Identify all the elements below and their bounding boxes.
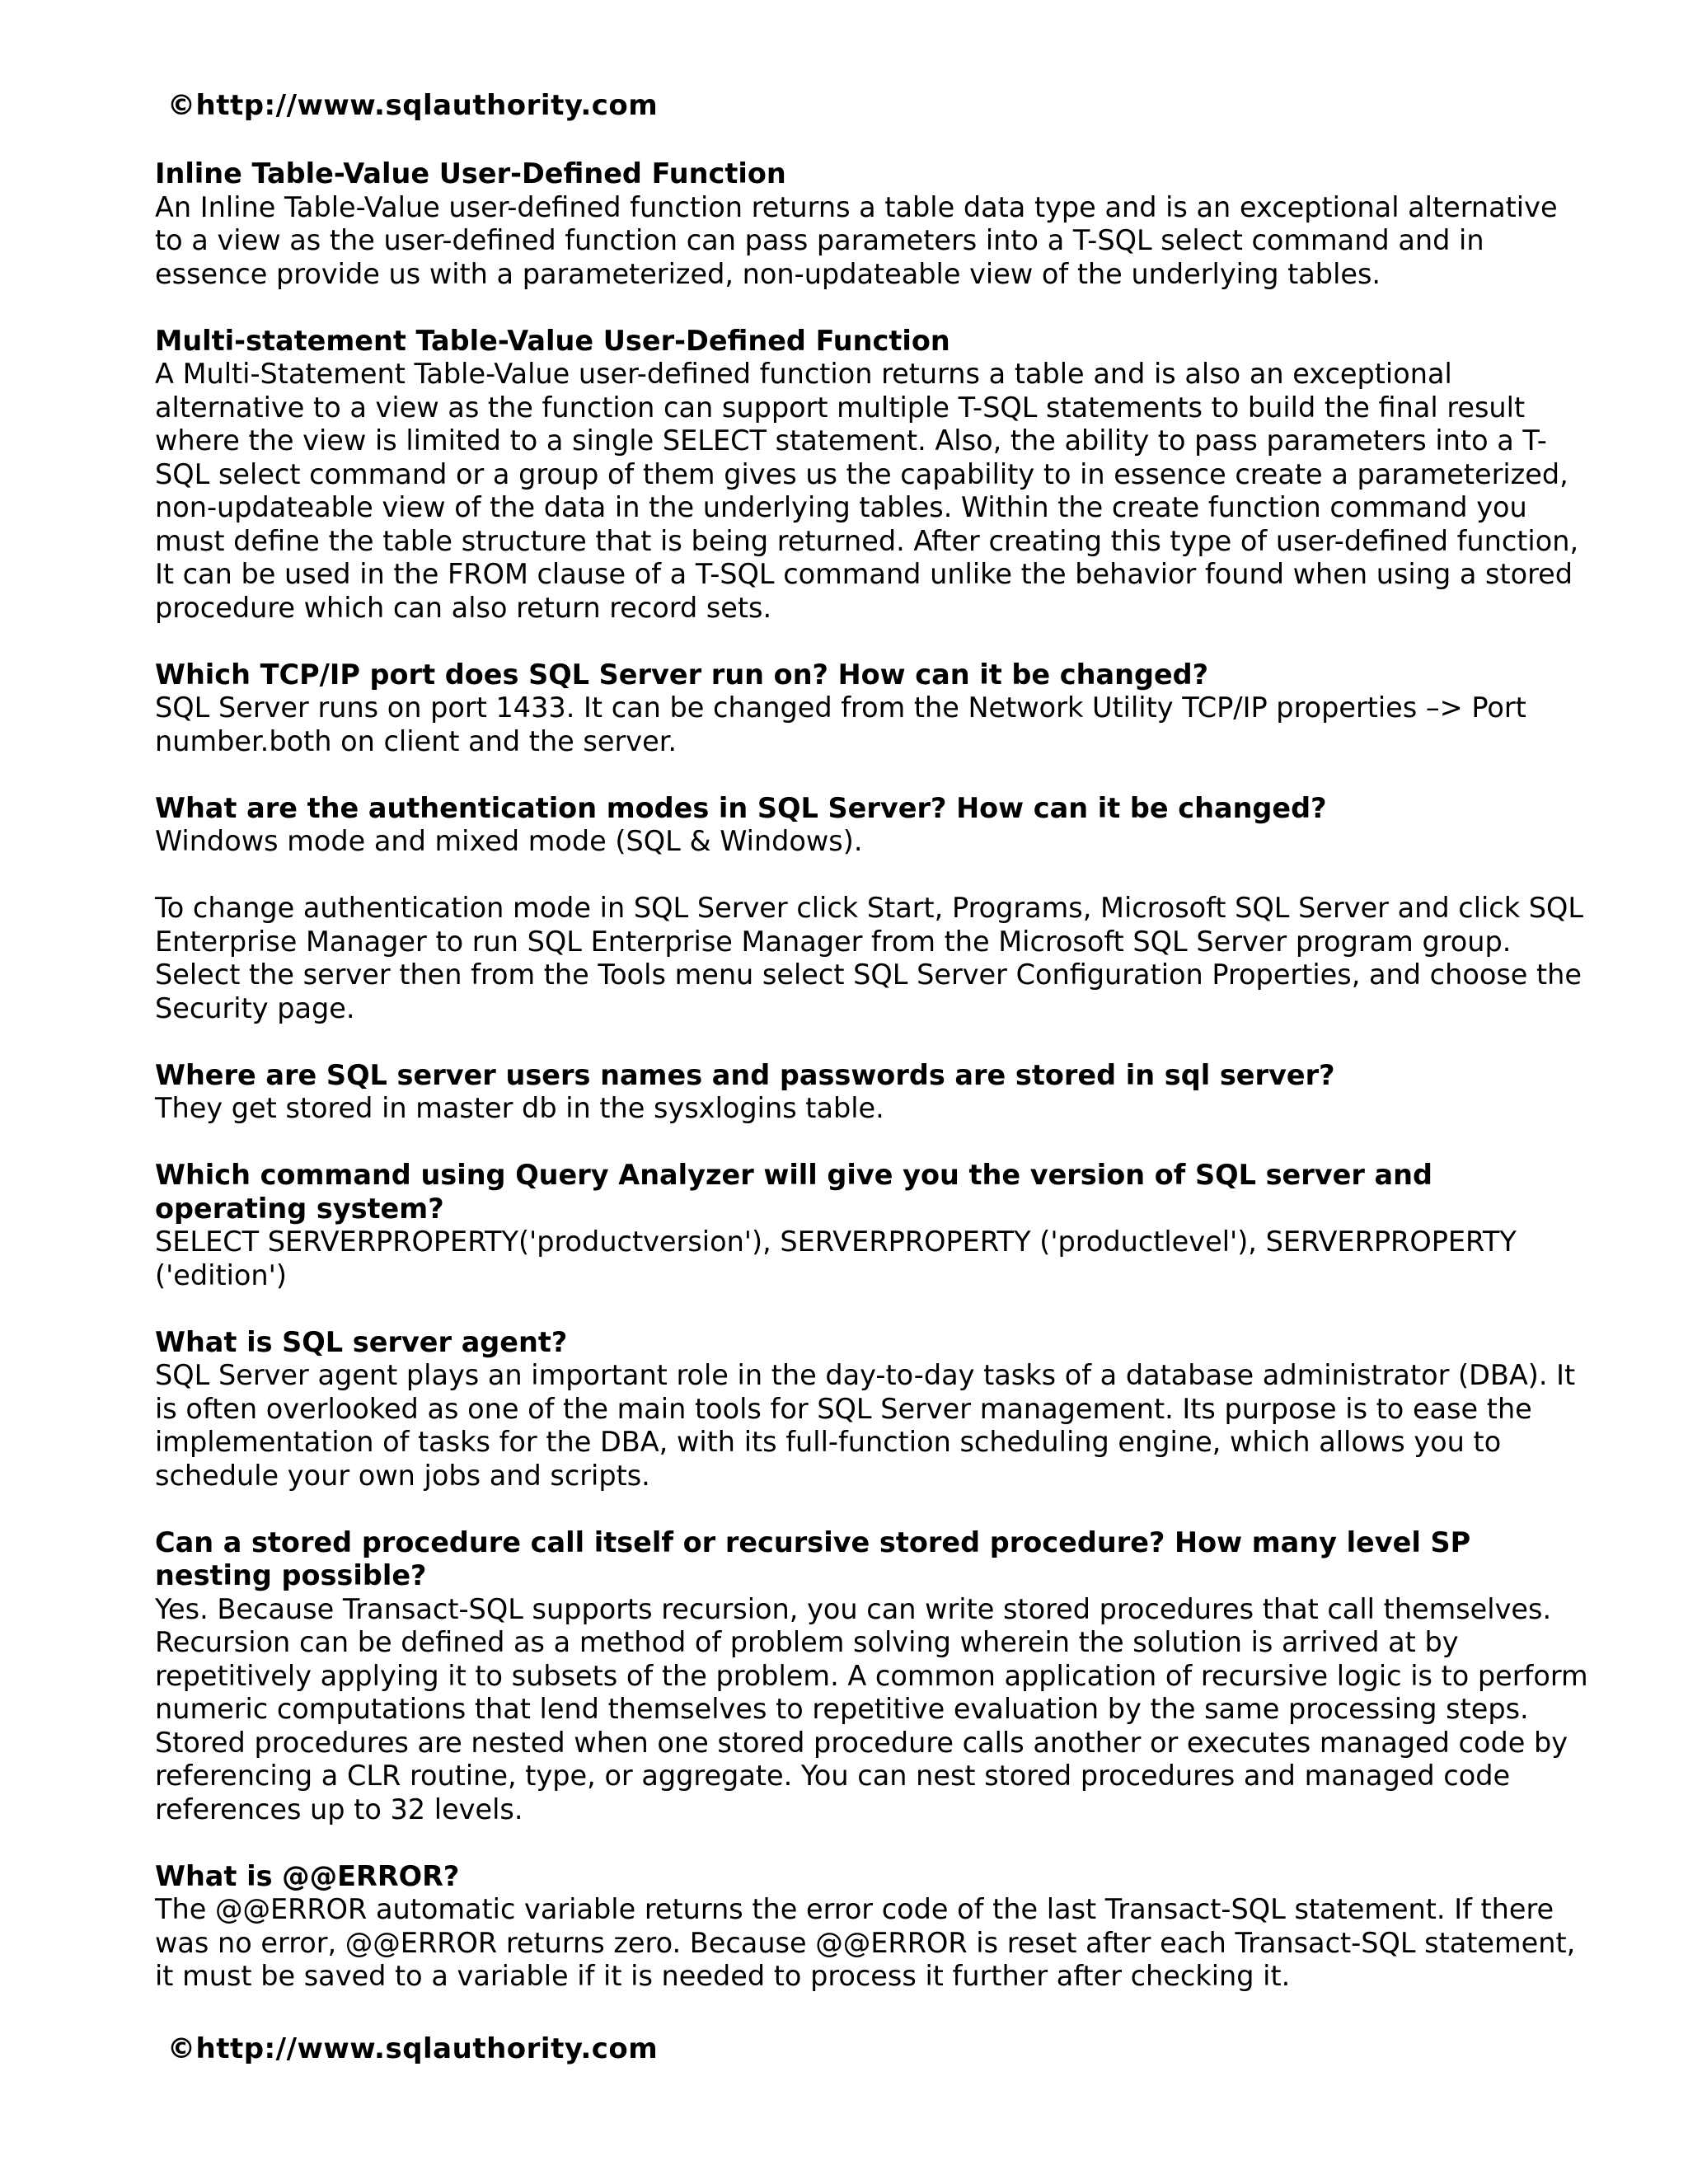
section-paragraph: SQL Server agent plays an important role in the day-to-day tasks of a database administrator (DBA). It is often overlooked as one of the main tools for SQL Server management. Its purpose is to ease the implementation of tasks for the DBA, with its full-function scheduling engine, which allows you to schedule your own jobs and scripts. [155, 1359, 1576, 1492]
section-heading: Can a stored procedure call itself or recursive stored procedure? How many level SP nesting possible? [155, 1526, 1471, 1591]
section-heading: What is SQL server agent? [155, 1325, 568, 1358]
section-paragraph: Yes. Because Transact-SQL supports recursion, you can write stored procedures that call themselves. Recursion can be defined as a method of problem solving wherein the solution is arrived at by repetitively applying it to subsets of the problem. A common application of recursive logic is to perform numeric computations that lend themselves to repetitive evaluation by the same processing steps. Stored procedures are nested when one stored procedure calls another or executes managed code by referencing a CLR routine, type, or aggregate. You can nest stored procedures and managed code references up to 32 levels. [155, 1592, 1588, 1825]
section-heading: Inline Table-Value User-Defined Function [155, 157, 786, 190]
section-error-variable [155, 1860, 1589, 1994]
section-paragraph: SELECT SERVERPROPERTY('productversion'), SERVERPROPERTY ('productlevel'), SERVERPROPERTY ('edition') [155, 1226, 1517, 1291]
section-multistatement-tvf [155, 325, 1589, 626]
section-paragraph: To change authentication mode in SQL Server click Start, Programs, Microsoft SQL Server and click SQL Enterprise Manager to run SQL Enterprise Manager from the Microsoft SQL Server program group. Select the server then from the Tools menu select SQL Server Configuration Properties, and choose the Security page. [155, 892, 1584, 1024]
section-paragraph: SQL Server runs on port 1433. It can be changed from the Network Utility TCP/IP properties –> Port number.both on client and the server. [155, 691, 1526, 757]
section-recursive-sp [155, 1526, 1589, 1827]
section-tcp-port [155, 658, 1589, 759]
document-body [155, 157, 1589, 2027]
page-header-url: ©http://www.sqlauthority.com [167, 89, 659, 122]
section-heading: What are the authentication modes in SQL Server? How can it be changed? [155, 791, 1327, 824]
section-paragraph: The @@ERROR automatic variable returns the error code of the last Transact-SQL statement. If there was no error, @@ERROR returns zero. Because @@ERROR is reset after each Transact-SQL statement, it must be saved to a variable if it is needed to process it further after checking it. [155, 1893, 1576, 1992]
section-authentication-modes [155, 792, 1589, 1026]
section-heading: Which TCP/IP port does SQL Server run on? How can it be changed? [155, 658, 1209, 691]
section-sql-agent [155, 1326, 1589, 1493]
section-paragraph: They get stored in master db in the sysxlogins table. [155, 1092, 884, 1124]
section-inline-tvf [155, 157, 1589, 291]
section-paragraph: An Inline Table-Value user-defined function returns a table data type and is an exceptional alternative to a view as the user-defined function can pass parameters into a T-SQL select command and in essence provide us with a parameterized, non-updateable view of the underlying tables. [155, 190, 1558, 290]
section-heading: Where are SQL server users names and passwords are stored in sql server? [155, 1058, 1335, 1091]
section-heading: Multi-statement Table-Value User-Defined Function [155, 324, 950, 357]
page-footer-url: ©http://www.sqlauthority.com [167, 2032, 659, 2065]
section-paragraph: Windows mode and mixed mode (SQL & Windows). [155, 825, 863, 857]
section-user-storage [155, 1059, 1589, 1126]
section-heading: What is @@ERROR? [155, 1859, 460, 1892]
section-version-command [155, 1159, 1589, 1292]
section-heading: Which command using Query Analyzer will give you the version of SQL server and operating system? [155, 1159, 1432, 1225]
section-paragraph: A Multi-Statement Table-Value user-defined function returns a table and is also an exceptional alternative to a view as the function can support multiple T-SQL statements to build the final result where the view is limited to a single SELECT statement. Also, the ability to pass parameters into a T-SQL select command or a group of them gives us the capability to in essence create a parameterized, non-updateable view of the data in the underlying tables. Within the create function command you must define the table structure that is being returned. After creating this type of user-defined function, It can be used in the FROM clause of a T-SQL command unlike the behavior found when using a stored procedure which can also return record sets. [155, 358, 1579, 624]
